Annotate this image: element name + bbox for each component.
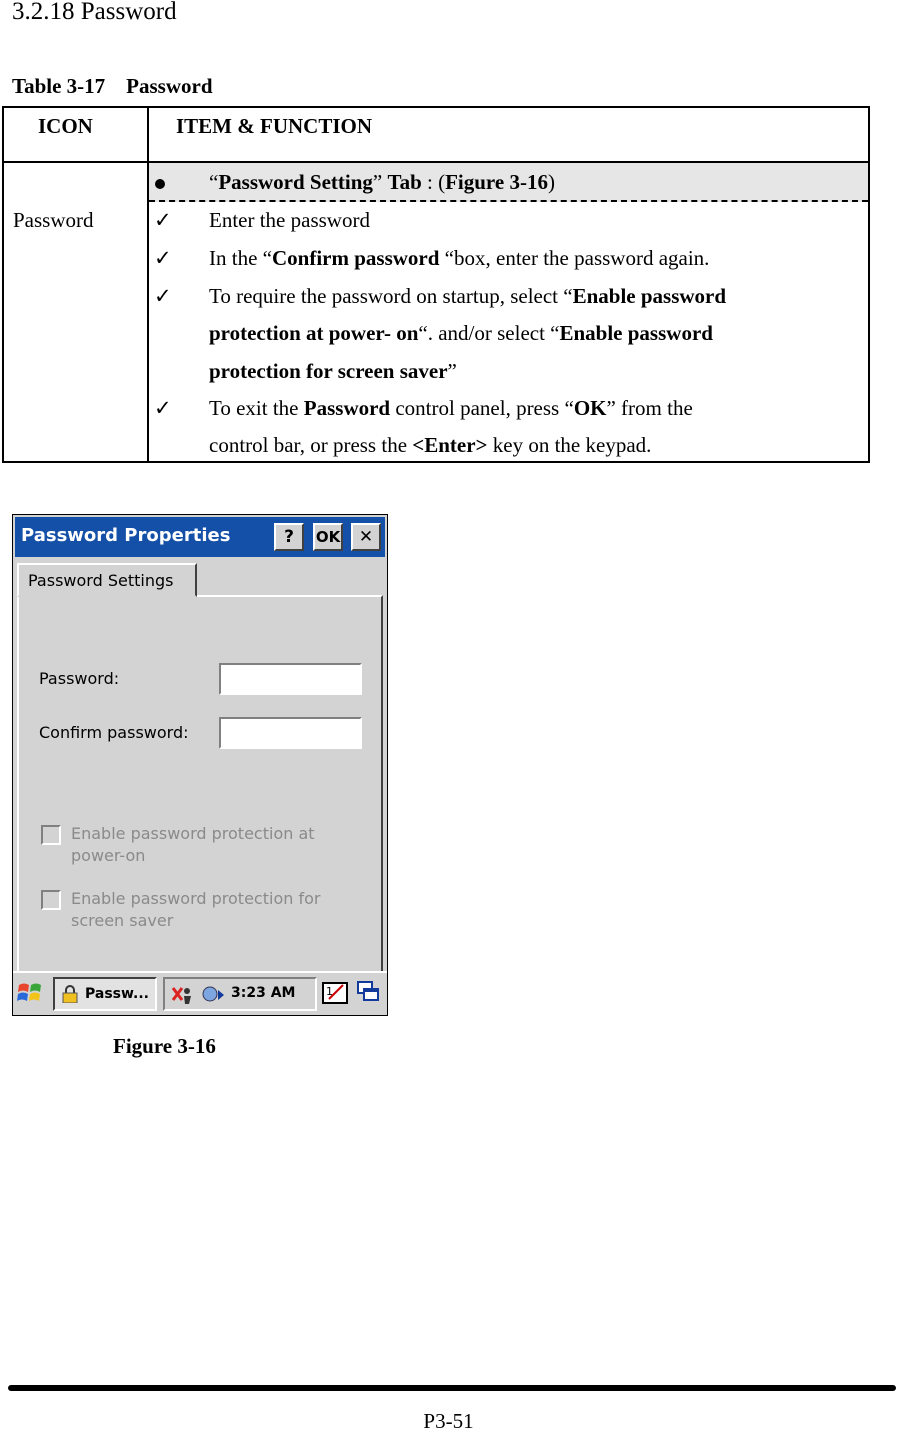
bold-text: <Enter>	[412, 433, 488, 457]
password-input[interactable]	[219, 663, 362, 695]
header-item-function: ITEM & FUNCTION	[176, 114, 373, 138]
bold-text: Confirm password	[271, 246, 440, 270]
dialog-body	[15, 559, 385, 971]
figure-caption: Figure 3-16	[113, 1034, 216, 1058]
plain-text: To require the password on startup, select “	[209, 284, 573, 308]
system-tray	[163, 977, 317, 1011]
checkmark-icon: ✓	[154, 208, 172, 232]
plain-text: : (	[421, 170, 446, 194]
plain-text: control bar, or press the	[209, 433, 413, 457]
start-icon[interactable]	[17, 981, 43, 1005]
ok-button[interactable]: OK	[313, 523, 343, 551]
row-text	[209, 284, 726, 309]
taskbar-password-button[interactable]	[53, 977, 157, 1011]
bold-text: protection for screen saver	[209, 359, 448, 383]
svg-text:1: 1	[326, 985, 333, 998]
page-number: P3-51	[423, 1409, 474, 1433]
bold-text: Enable password	[572, 284, 727, 308]
tab-panel	[17, 595, 383, 971]
bold-text: Enable password	[559, 321, 713, 345]
row-text	[209, 396, 693, 421]
checkmark-icon: ✓	[154, 284, 172, 308]
plain-text: control panel, press “	[390, 396, 574, 420]
row-text	[209, 170, 555, 195]
header-icon: ICON	[38, 114, 93, 138]
plain-text: ” from the	[606, 396, 693, 420]
screen-saver-checkbox-label: Enable password protection for screen saver	[71, 889, 321, 930]
plain-text: ”	[447, 359, 457, 383]
plain-text: To exit the	[209, 396, 304, 420]
password-label: Password:	[39, 669, 120, 688]
power-on-checkbox-label: Enable password protection at power-on	[71, 824, 315, 865]
close-button[interactable]: ✕	[351, 523, 381, 551]
window-titlebar	[15, 517, 385, 557]
connection-icon[interactable]	[199, 984, 225, 1006]
plain-text: “	[209, 170, 219, 194]
checkmark-icon: ✓	[154, 246, 172, 270]
plain-text: ”	[372, 170, 388, 194]
window-title: Password Properties	[21, 525, 231, 546]
lock-icon	[62, 985, 78, 1003]
screen-saver-checkbox[interactable]	[41, 890, 61, 910]
checkmark-icon: ✓	[154, 396, 172, 420]
row-text	[209, 433, 651, 458]
plain-text: “box, enter the password again.	[439, 246, 710, 270]
taskbar-button-label: Passw...	[85, 986, 149, 1002]
plain-text: “. and/or select “	[418, 321, 560, 345]
clock[interactable]: 3:23 AM	[231, 985, 296, 1001]
function-table	[2, 106, 870, 463]
tab-password-settings[interactable]: Password Settings	[17, 563, 197, 597]
confirm-password-label: Confirm password:	[39, 723, 189, 742]
plain-text: key on the keypad.	[487, 433, 652, 457]
row-text	[209, 246, 709, 271]
bold-text: protection at power- on	[209, 321, 419, 345]
device-screenshot	[12, 514, 388, 1016]
icon-cell: Password	[13, 208, 94, 232]
confirm-password-input[interactable]	[219, 717, 362, 749]
power-on-checkbox[interactable]	[41, 825, 61, 845]
bold-text: Figure 3-16	[445, 170, 548, 194]
footer-rule	[8, 1385, 896, 1391]
row-text	[209, 321, 713, 346]
row-text	[209, 208, 370, 233]
section-title: 3.2.18 Password	[12, 0, 177, 25]
bold-text: Tab	[387, 170, 422, 194]
bold-text: Password	[303, 396, 391, 420]
bullet-icon	[154, 170, 194, 195]
bold-text: OK	[573, 396, 607, 420]
input-panel-icon[interactable]	[321, 979, 349, 1007]
plain-text: )	[547, 170, 555, 194]
taskbar	[13, 971, 387, 1015]
bold-text: Password Setting	[218, 170, 373, 194]
table-caption: Table 3-17 Password	[12, 74, 213, 98]
plain-text: Enter the password	[209, 208, 370, 232]
help-button[interactable]: ?	[274, 523, 304, 551]
plain-text: In the “	[209, 246, 272, 270]
row-text	[209, 359, 457, 384]
show-desktop-icon[interactable]	[355, 979, 383, 1007]
network-disconnected-icon[interactable]	[169, 984, 195, 1006]
